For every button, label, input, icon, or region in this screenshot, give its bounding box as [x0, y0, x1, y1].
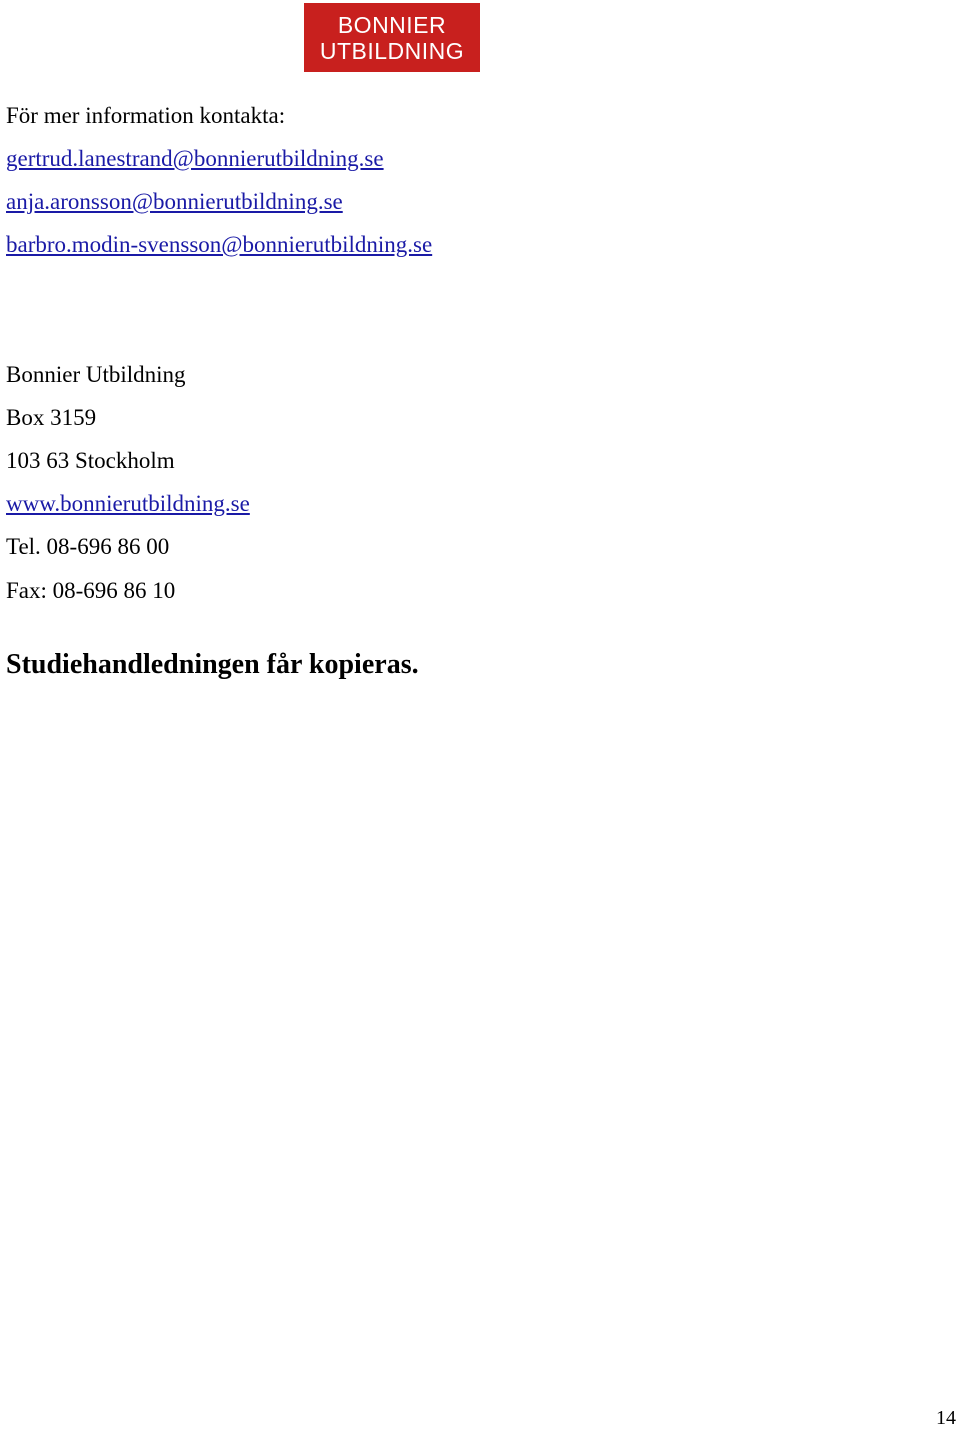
fax-number: Fax: 08-696 86 10 [6, 578, 176, 603]
logo-line-bonnier: BONNIER [337, 12, 447, 38]
email-link-gertrud[interactable]: gertrud.lanestrand@bonnierutbildning.se [6, 146, 384, 171]
address-box: Box 3159 [6, 405, 97, 430]
email-link-anja[interactable]: anja.aronsson@bonnierutbildning.se [6, 189, 343, 214]
website-link[interactable]: www.bonnierutbildning.se [6, 491, 250, 516]
copy-permission-note: Studiehandledningen får kopieras. [6, 649, 419, 680]
address-city: 103 63 Stockholm [6, 448, 175, 473]
contact-heading: För mer information kontakta: [6, 103, 286, 128]
phone-number: Tel. 08-696 86 00 [6, 534, 170, 559]
email-link-barbro[interactable]: barbro.modin-svensson@bonnierutbildning.se [6, 232, 433, 257]
page-number: 14 [936, 1407, 956, 1429]
address-company: Bonnier Utbildning [6, 362, 186, 387]
bonnier-utbildning-logo [304, 3, 480, 72]
logo-line-utbildning: UTBILDNING [319, 38, 465, 64]
